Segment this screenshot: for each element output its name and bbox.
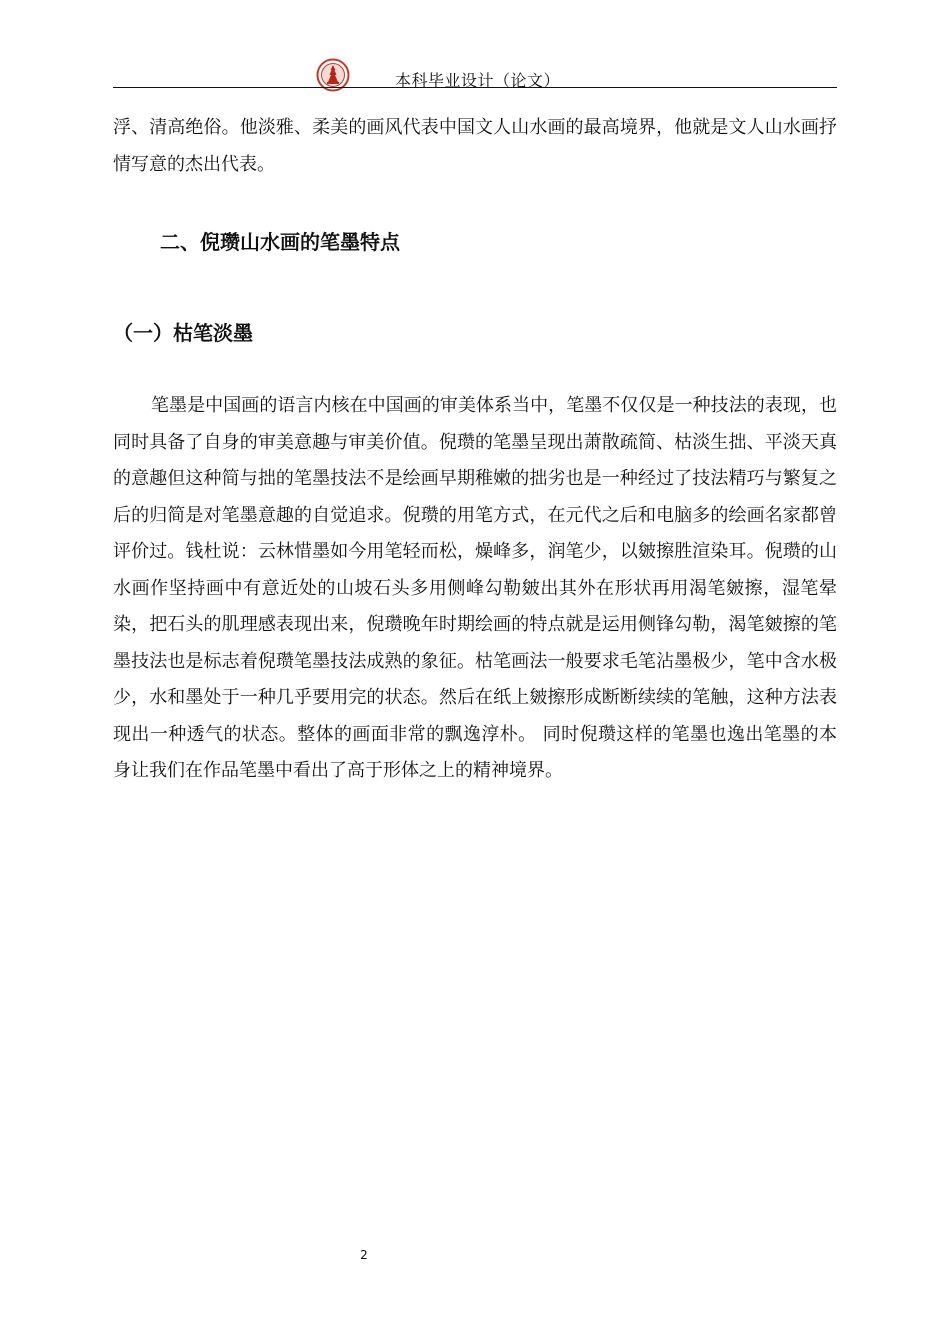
page-number: 2: [360, 1248, 368, 1262]
header-divider: [113, 87, 837, 88]
section-heading: 二、倪瓒山水画的笔墨特点: [160, 230, 400, 254]
body-paragraph-continued: 浮、清高绝俗。他淡雅、柔美的画风代表中国文人山水画的最高境界，他就是文人山水画抒情写意的杰出代表。: [113, 117, 837, 175]
body-paragraph: 笔墨是中国画的语言内核在中国画的审美体系当中，笔墨不仅仅是一种技法的表现，也同时具备了自身的审美意趣与审美价值。倪瓒的笔墨呈现出萧散疏简、枯淡生拙、平淡天真的意趣但这种简与拙的笔墨技法不是绘画早期稚嫩的拙劣也是一种经过了技法精巧与繁复之后的归简是对笔墨意趣的自觉追求。倪瓒的用笔方式，在元代之后和电脑多的绘画名家都曾评价过。钱杜说：云林惜墨如今用笔轻而松，燥峰多，润笔少，以皴擦胜渲染耳。倪瓒的山水画作坚持画中有意近处的山坡石头多用侧峰勾勒皴出其外在形状再用渴笔皴擦，湿笔晕染，把石头的肌理感表现出来，倪瓒晚年时期绘画的特点就是运用侧锋勾勒，渴笔皴擦的笔墨技法也是标志着倪瓒笔墨技法成熟的象征。枯笔画法一般要求毛笔沾墨极少，笔中含水极少，水和墨处于一种几乎要用完的状态。然后在纸上皴擦形成断断续续的笔触，这种方法表现出一种透气的状态。整体的画面非常的飘逸淳朴。 同时倪瓒这样的笔墨也逸出笔墨的本身让我们在作品笔墨中看出了高于形体之上的精神境界。: [113, 395, 837, 781]
header-title: 本科毕业设计（论文）: [395, 71, 561, 90]
page-header: [113, 58, 837, 88]
subsection-heading: （一）枯笔淡墨: [113, 321, 253, 345]
